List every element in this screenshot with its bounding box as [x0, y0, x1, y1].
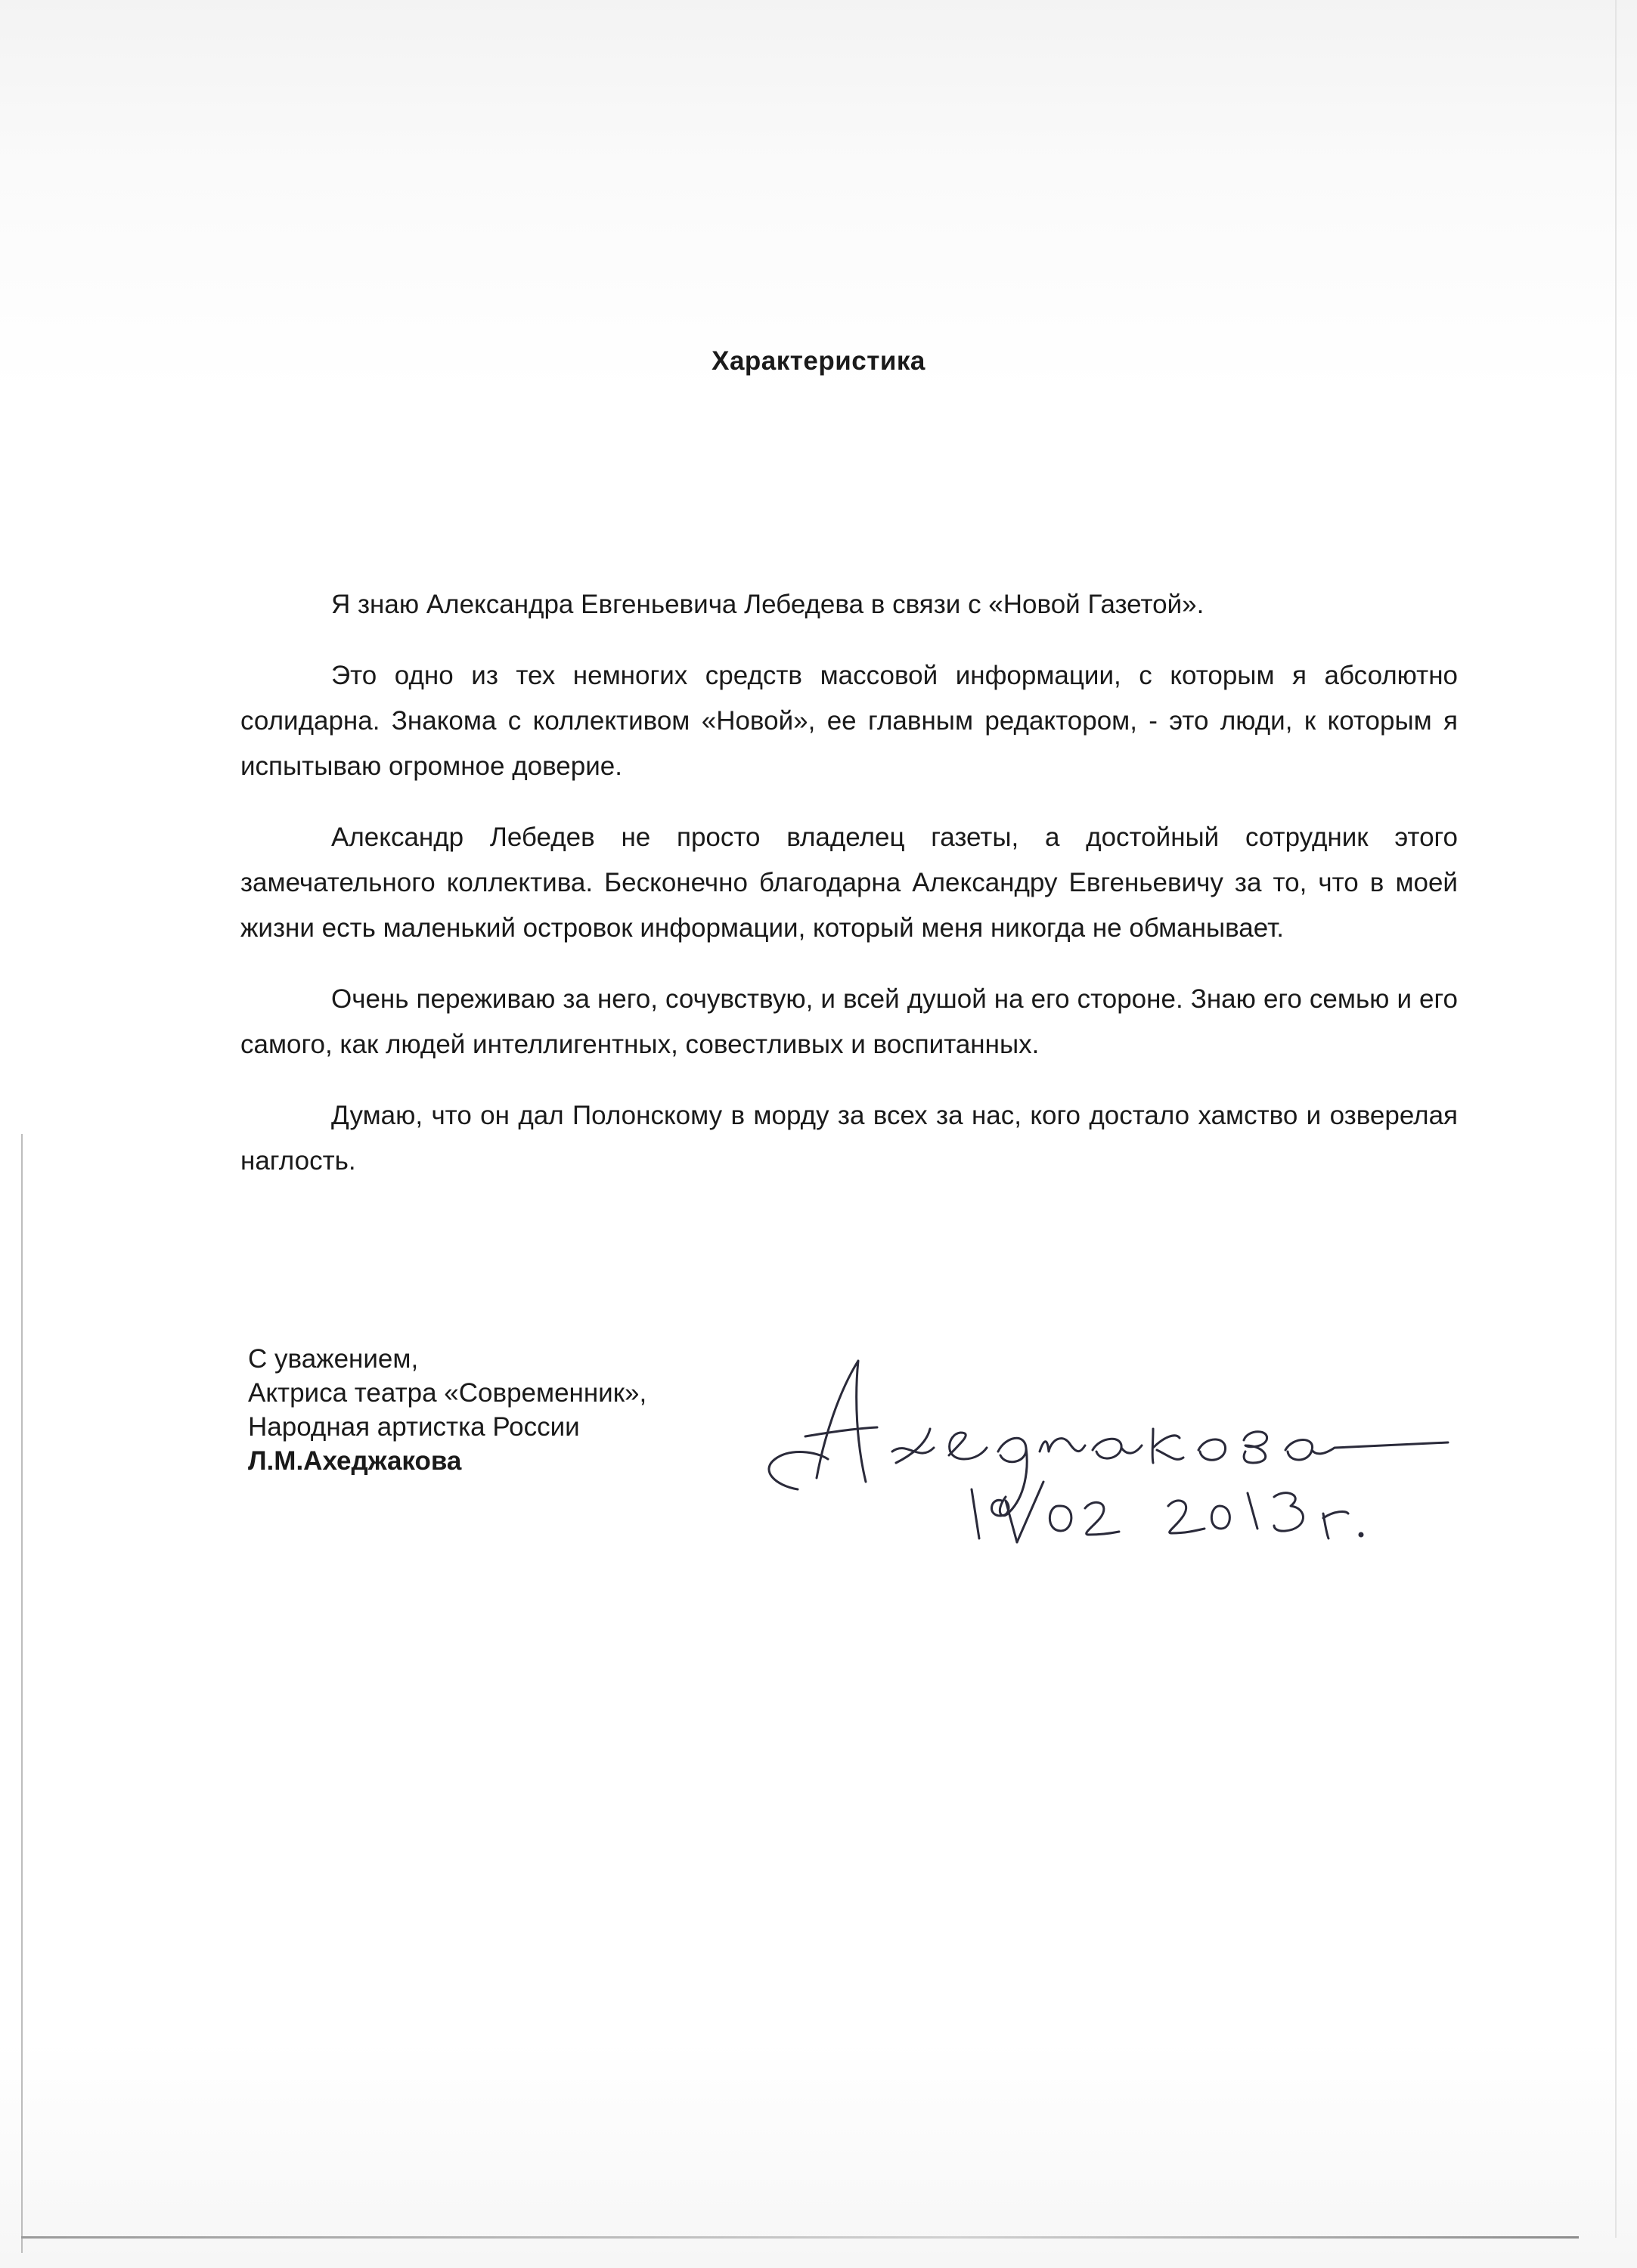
paragraph-4: Очень переживаю за него, сочувствую, и всей душой на его стороне. Знаю его семью и его самого, как людей интеллигентных, совестливых и воспитанных.	[240, 984, 1458, 1059]
handwritten-signature	[745, 1308, 1531, 1550]
scan-edge-bottom	[21, 2236, 1579, 2239]
paragraph-2: Это одно из тех немногих средств массовой информации, с которым я абсолютно солидарна. Знакома с коллективом «Новой», ее главным редактором, - это люди, к которым я испытываю огромное доверие.	[240, 661, 1458, 781]
document-body	[240, 582, 1458, 1210]
closing-regards: С уважением,	[248, 1344, 419, 1374]
scan-edge-right	[1615, 0, 1617, 2238]
closing-block	[248, 1342, 823, 1478]
closing-name: Л.М.Ахеджакова	[248, 1446, 462, 1476]
paragraph-5: Думаю, что он дал Полонскому в морду за всех за нас, кого достало хамство и озверелая наглость.	[240, 1101, 1458, 1176]
closing-title: Народная артистка России	[248, 1412, 580, 1442]
paragraph-1: Я знаю Александра Евгеньевича Лебедева в связи с «Новой Газетой».	[331, 590, 1204, 619]
document-title: Характеристика	[712, 346, 925, 376]
closing-position: Актриса театра «Современник»,	[248, 1378, 647, 1408]
scan-edge-left	[21, 1134, 23, 2253]
paragraph-3: Александр Лебедев не просто владелец газеты, а достойный сотрудник этого замечательного коллектива. Бесконечно благодарна Александру Евгеньевичу за то, что в моей жизни есть маленький островок информации, который меня никогда не обманывает.	[240, 823, 1458, 943]
